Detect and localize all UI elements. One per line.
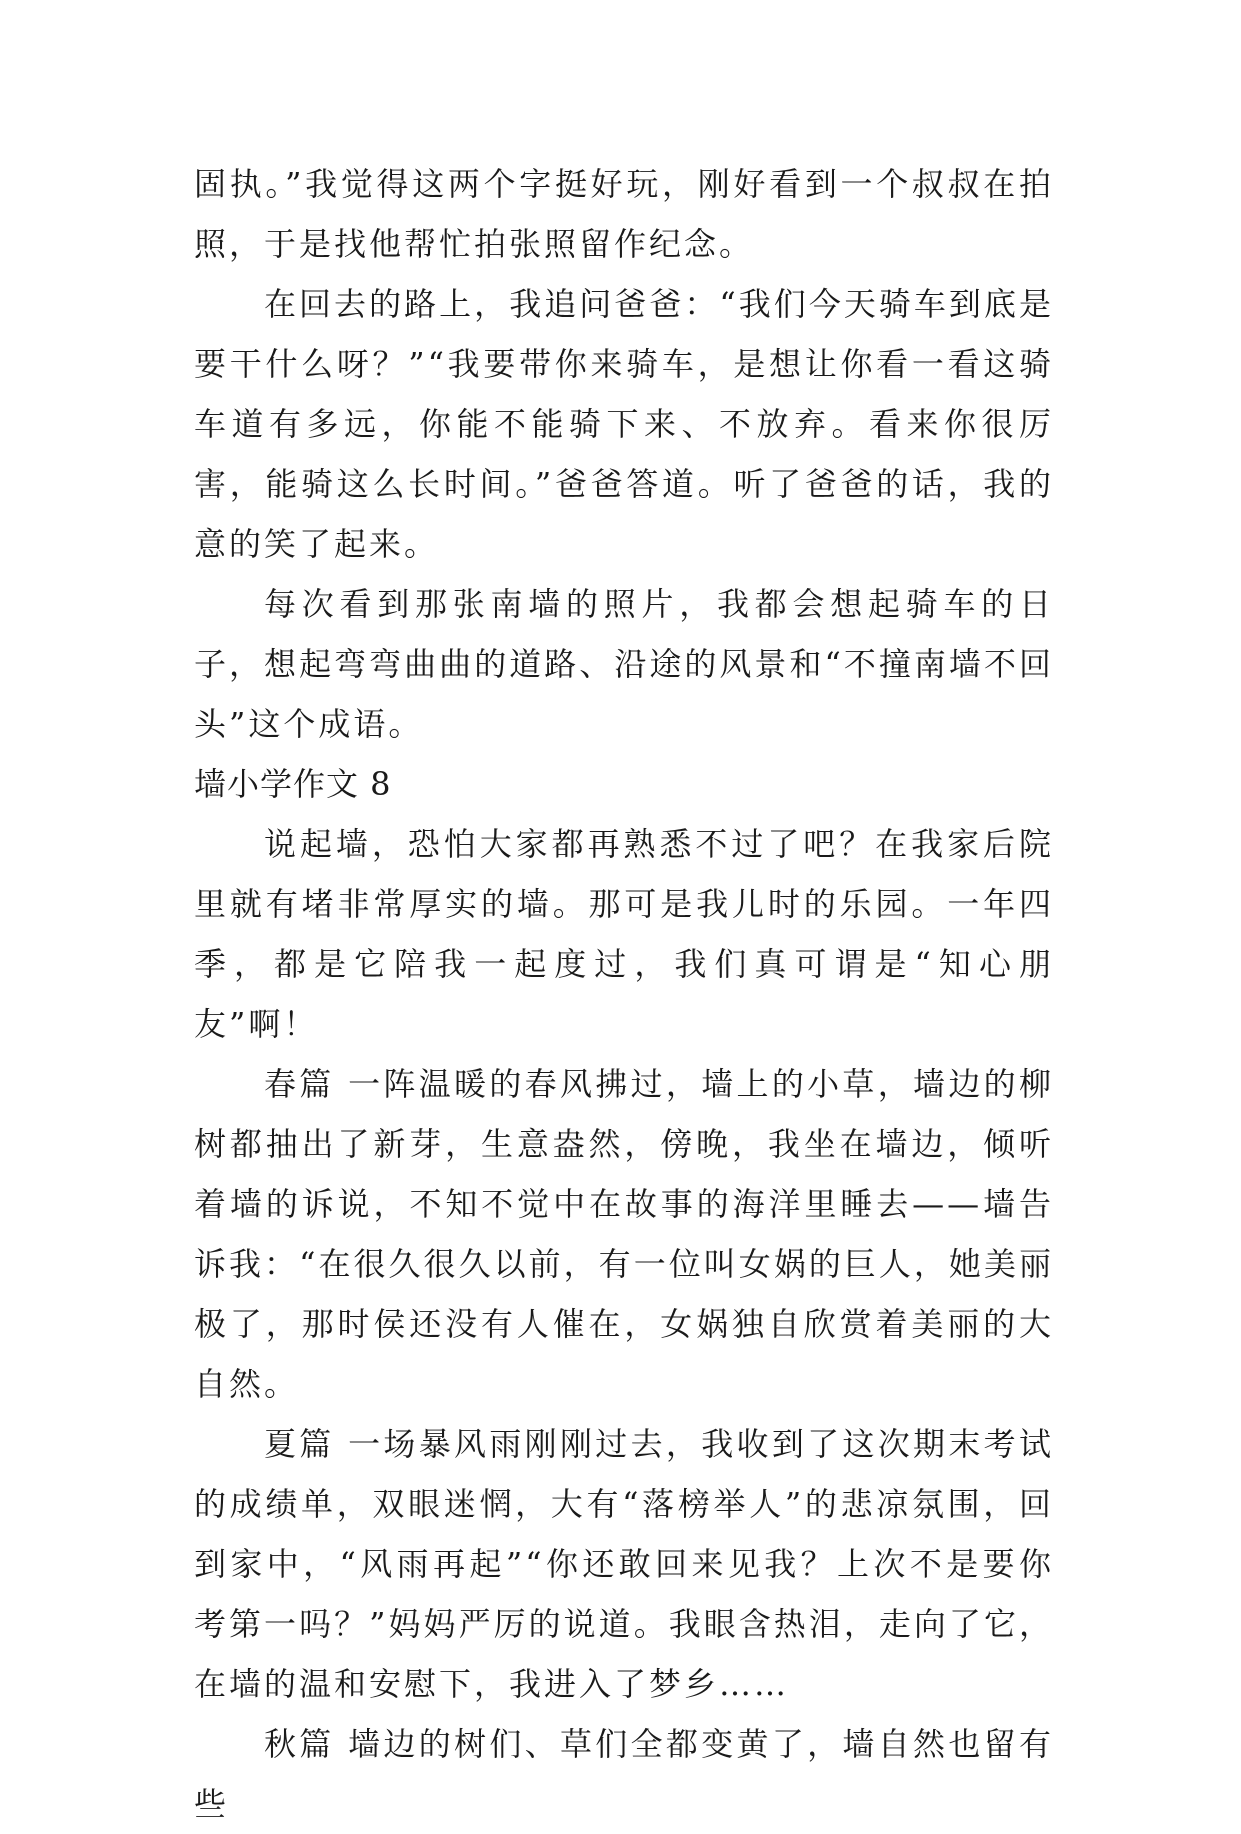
section-paragraph-autumn: 秋篇 墙边的树们、草们全都变黄了，墙自然也留有些 <box>194 1725 1054 1823</box>
section-paragraph-spring: 春篇 一阵温暖的春风拂过，墙上的小草，墙边的柳树都抽出了新芽，生意盎然，傍晚，我坐在墙边，倾听着墙的诉说，不知不觉中在故事的海洋里睡去——墙告诉我：“在很久很久以前，有一位叫女娲的巨人，她美丽极了，那时侯还没有人催在，女娲独自欣赏着美丽的大自然。 <box>194 1065 1054 1403</box>
paragraph-2: 在回去的路上，我追问爸爸：“我们今天骑车到底是要干什么呀？”“我要带你来骑车，是想让你看一看这骑车道有多远，你能不能骑下来、不放弃。看来你很厉害，能骑这么长时间。”爸爸答道。听了爸爸的话，我的意的笑了起来。 <box>194 285 1054 563</box>
paragraph-3: 每次看到那张南墙的照片，我都会想起骑车的日子，想起弯弯曲曲的道路、沿途的风景和“不撞南墙不回头”这个成语。 <box>194 585 1054 743</box>
section-title: 墙小学作文 8 <box>194 765 392 803</box>
document-body <box>194 154 1054 1834</box>
section-paragraph-summer: 夏篇 一场暴风雨刚刚过去，我收到了这次期末考试的成绩单，双眼迷惘，大有“落榜举人”的悲凉氛围，回到家中，“风雨再起”“你还敢回来见我？上次不是要你考第一吗？”妈妈严厉的说道。我眼含热泪，走向了它，在墙的温和安慰下，我进入了梦乡…… <box>194 1425 1054 1703</box>
section-paragraph-1: 说起墙，恐怕大家都再熟悉不过了吧？在我家后院里就有堵非常厚实的墙。那可是我儿时的乐园。一年四季，都是它陪我一起度过，我们真可谓是“知心朋友”啊！ <box>194 825 1054 1043</box>
paragraph-1: 固执。”我觉得这两个字挺好玩，刚好看到一个叔叔在拍照，于是找他帮忙拍张照留作纪念。 <box>194 165 1054 263</box>
